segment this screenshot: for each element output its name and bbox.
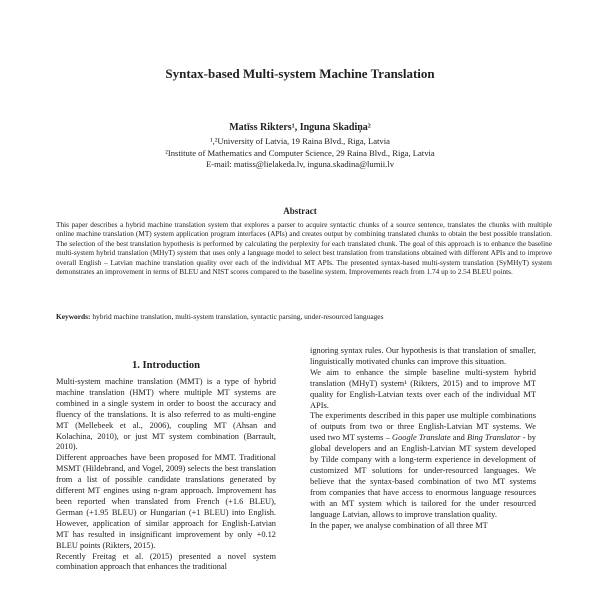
intro-paragraph-3: Recently Freitag et al. (2015) presented a novel system combination approach that enhances the traditional [56, 551, 276, 572]
google-translate-term: Google Translate [392, 433, 451, 443]
affiliation-2: ²Institute of Mathematics and Computer Science, 29 Raina Blvd., Riga, Latvia [165, 148, 435, 158]
right-paragraph-3-start: The experiments described in this paper use multiple combinations of outputs from two or three English-Latvian MT systems. We used two MT systems – [310, 411, 536, 443]
conjunction: and [450, 433, 468, 443]
right-paragraph-2: We aim to enhance the simple baseline multi-system hybrid translation (MHyT) system¹ (Rikters, 2015) and to improve MT quality for English-Latvian texts over each of the individual MT APIs. [310, 367, 536, 410]
keywords-label: Keywords: [56, 312, 91, 321]
keywords-text: hybrid machine translation, multi-system translation, syntactic parsing, under-resourced languages [92, 312, 384, 321]
keywords [56, 312, 552, 321]
intro-paragraph-1: Multi-system machine translation (MMT) is a type of hybrid machine translation (HMT) where multiple MT systems are combined in a single system in order to boost the accuracy and fluency of the translations. It is also referred to as multi-engine MT (Mellebeek et al., 2006), coupling MT (Ahsan and Kolachina, 2010), or just MT system combination (Barrault, 2010). [56, 377, 276, 452]
authors: Matīss Rikters¹, Inguna Skadiņa² [229, 122, 371, 133]
email-line: E-mail: matiss@lielakeda.lv, inguna.skadina@lumii.lv [205, 159, 395, 169]
abstract-heading: Abstract [283, 206, 317, 216]
right-column [310, 346, 536, 531]
abstract-body: This paper describes a hybrid machine translation system that explores a parser to acquire syntactic chunks of a source sentence, translates the chunks with multiple online machine translation (MT) system application program interfaces (APIs) and creates output by combining translated chunks to obtain the best possible translation. The selection of the best translation hypothesis is performed by calculating the perplexity for each translated chunk. The goal of this approach is to enhance the baseline multi-system hybrid translation (MHyT) system that uses only a language model to select best translation from translations obtained with different APIs and to improve overall English – Latvian machine translation quality over each of the individual MT APIs. The presented syntax-based multi-system translation (SyMHyT) system demonstrates an improvement in terms of BLEU and NIST scores compared to the baseline system. Improvements reach from 1.74 up to 2.54 BLEU points. [56, 220, 552, 277]
right-paragraph-3-end: - by global developers and an English-Latvian MT system developed by Tilde company with a long-term experience in development of customized MT solutions for under-resourced languages. We believe that the syntax-based combination of two MT systems from companies that have access to enormous language resources with an MT system which is tailored for the under resourced language Latvian, allows to improve translation quality. [310, 433, 536, 519]
left-column [56, 377, 276, 573]
right-paragraph-4: In the paper, we analyse combination of all three MT [310, 520, 488, 530]
paper-title: Syntax-based Multi-system Machine Translation [165, 66, 435, 81]
intro-paragraph-2: Different approaches have been proposed for MMT. Traditional MSMT (Hildebrand, and Vogel, 2009) selects the best translation from a list of possible candidate translations generated by different MT engines using n-gram approach. Improvement has been reported when translated from French (+1.6 BLEU), German (+1.95 BLEU) or Hungarian (+1 BLEU) into English. However, application of similar approach for English-Latvian MT has resulted in insignificant improvement by only +0.12 BLEU points (Rikters, 2015). [56, 453, 276, 550]
right-paragraph-1: ignoring syntax rules. Our hypothesis is that translation of smaller, linguistically motivated chunks can improve this situation. [310, 346, 536, 366]
right-paragraph-3 [310, 411, 536, 520]
affiliation-1: ¹,²University of Latvia, 19 Raina Blvd., Riga, Latvia [210, 136, 390, 146]
section-heading-introduction: 1. Introduction [131, 360, 201, 371]
bing-translator-term: Bing Translator [467, 433, 521, 443]
